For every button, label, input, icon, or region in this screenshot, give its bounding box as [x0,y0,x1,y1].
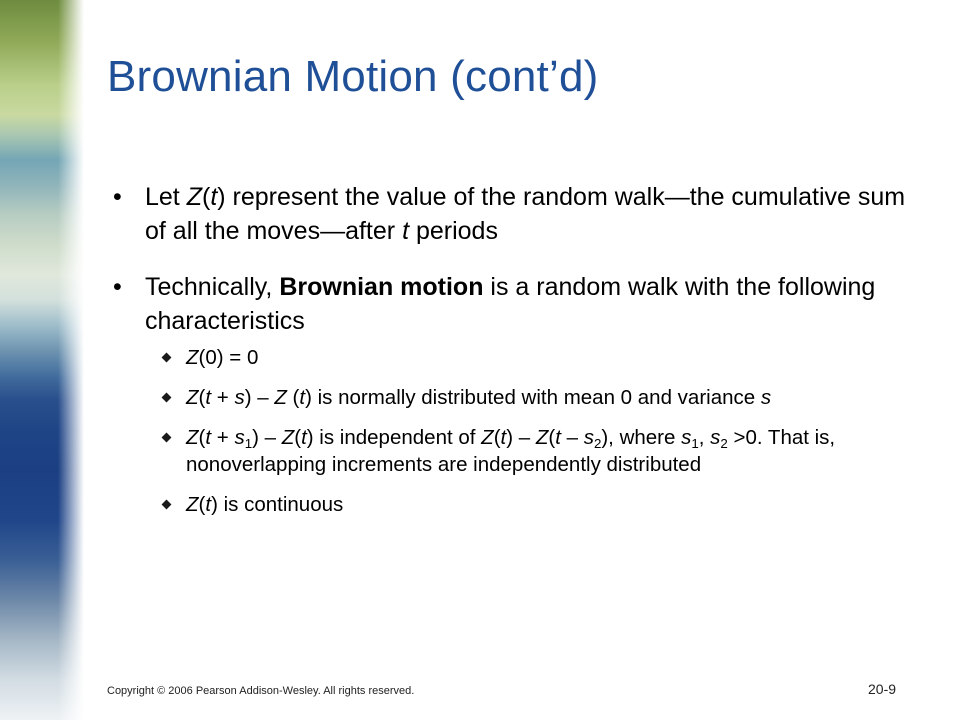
subscript-text: 1 [244,435,253,451]
text-run: + [211,386,235,409]
sub-bullet-item [113,384,913,411]
text-run: ) is normally distributed with mean 0 and variance [305,386,761,409]
math-variable: t [299,386,306,409]
sub-bullet-item [113,424,913,478]
math-variable: Z [535,426,549,449]
text-run: ) – [244,386,275,409]
text-run: ) – [252,426,282,449]
copyright-notice: Copyright © 2006 Pearson Addison-Wesley. All rights reserved. [107,685,415,697]
math-variable: s [583,426,594,449]
math-variable: Z [281,426,295,449]
diamond-bullet-icon [162,393,172,403]
math-variable: s [760,386,772,409]
math-variable: s [681,426,692,449]
text-run: ) is independent of [306,426,482,449]
slide-content [113,180,913,518]
text-run: ( [294,426,302,449]
diamond-bullet-icon [162,500,172,510]
slide-title: Brownian Motion (cont’d) [107,52,599,101]
math-variable: Z [186,386,199,409]
math-variable: Z [274,386,287,409]
bullet-dot-icon: • [113,273,122,301]
text-run: ( [201,183,211,211]
text-run: Let [145,183,187,211]
math-variable: t [402,217,410,245]
text-run: + [211,426,235,449]
math-variable: t [205,386,212,409]
bullet-text [145,273,875,335]
text-run: (0) = 0 [198,346,259,369]
diamond-bullet-icon [162,433,172,443]
text-run: ) is continuous [211,493,344,516]
text-run: periods [409,217,498,245]
text-run: ( [493,426,501,449]
bullet-text [145,183,905,245]
bullet-dot-icon: • [113,183,122,211]
text-run: ) – [506,426,536,449]
text-run: , [698,426,711,449]
math-variable: t [555,426,561,449]
math-variable: s [710,426,721,449]
text-run: ( [198,426,206,449]
subscript-text: 2 [593,435,602,451]
subscript-text: 2 [720,435,728,451]
math-variable: t [205,426,212,449]
sub-bullet-text [186,346,258,369]
subscript-text: 1 [691,435,699,451]
text-run: Technically, [145,273,280,301]
text-run: – [560,426,584,449]
math-variable: Z [186,346,199,369]
text-run: >0. That is, nonoverlapping increments are independently distributed [186,426,836,476]
text-run: ), where [601,426,682,449]
text-run: is a random walk with the following characteristics [145,273,876,335]
slide-number: 20-9 [868,681,897,697]
diamond-bullet-icon [162,353,172,363]
sub-bullet-text [186,493,343,516]
math-variable: t [500,426,507,449]
decorative-side-band [0,0,84,720]
math-variable: t [205,493,212,516]
text-run: ( [548,426,556,449]
text-run: ) represent the value of the random walk—the cumulative sum of all the moves—after [145,183,906,245]
sub-bullet-item [113,491,913,518]
text-run: ( [198,386,206,409]
math-variable: s [234,426,245,449]
sub-bullet-text [186,386,771,409]
bullet-item [113,180,913,248]
sub-bullet-item [113,344,913,371]
text-run: ( [198,493,206,516]
text-run: ( [286,386,300,409]
math-variable: s [234,386,245,409]
math-variable: Z [186,426,199,449]
math-variable: t [210,183,218,211]
bold-term: Brownian motion [279,273,484,301]
math-variable: t [301,426,307,449]
bullet-item [113,270,913,338]
sub-bullet-text [186,426,835,476]
math-variable: Z [186,183,202,211]
math-variable: Z [186,493,199,516]
math-variable: Z [481,426,494,449]
